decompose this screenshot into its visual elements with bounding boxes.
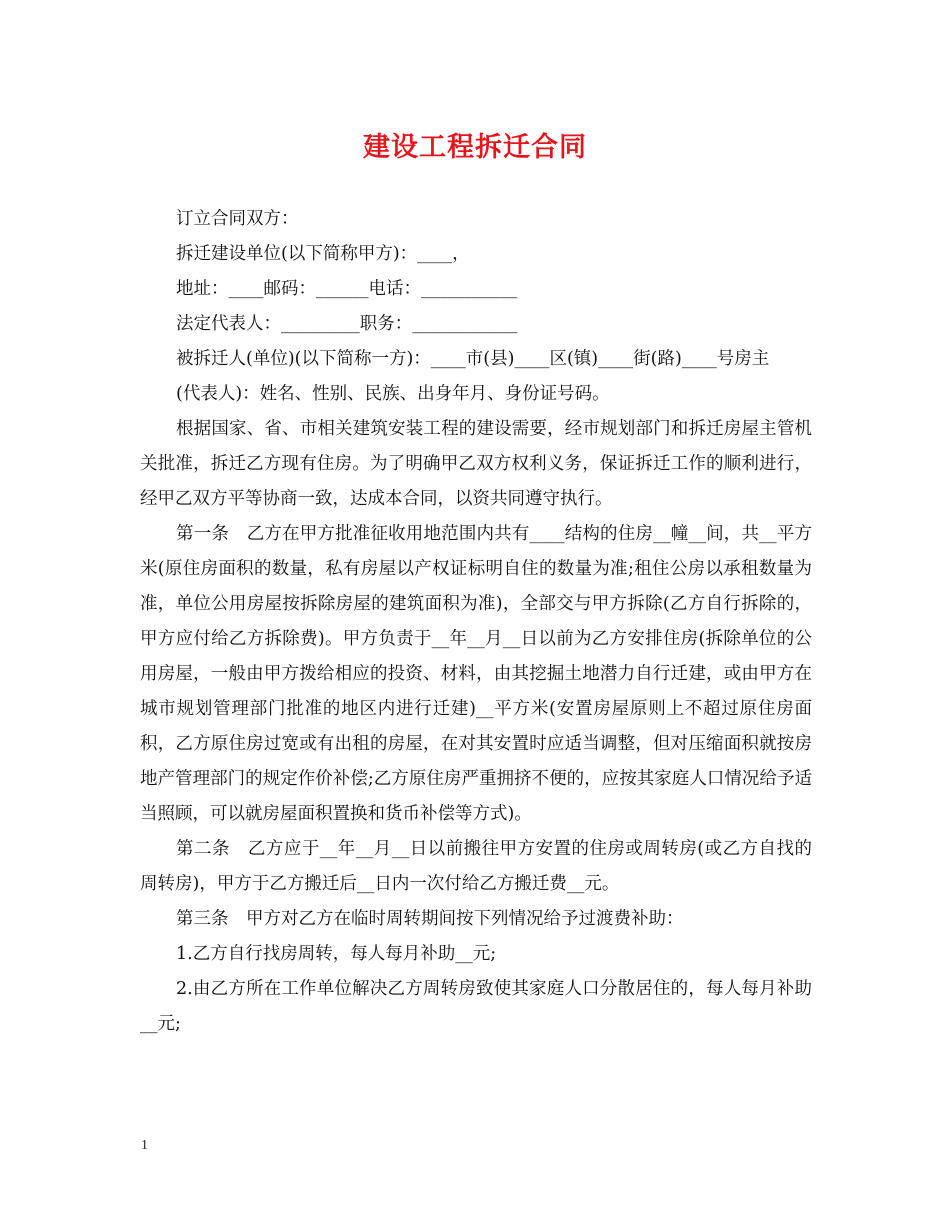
paragraph-article-3-item-1: 1.乙方自行找房周转，每人每月补助__元; [176,944,497,964]
paragraph-legal-representative: 法定代表人：_________职务：____________ [176,314,518,334]
paragraph-party-b: 被拆迁人(单位)(以下简称一方)：____市(县)____区(镇)____街(路)____号房主 [176,349,770,369]
paragraph-article-1: 第一条 乙方在甲方批准征收用地范围内共有____结构的住房__幢__间，共__平方米(原住房面积的数量，私有房屋以产权证标明自住的数量为准;租住公房以承租数量为准，单位公用房屋按拆除房屋的建筑面积为准)，全部交与甲方拆除(乙方自行拆除的，甲方应付给乙方拆除费)。甲方负责于__年__月__日以前为乙方安排住房(拆除单位的公用房屋，一般由甲方拨给相应的投资、材料，由其挖掘土地潜力自行迁建，或由甲方在城市规划管理部门批准的地区内进行迁建)__平方米(安置房屋原则上不超过原住房面积，乙方原住房过宽或有出租的房屋，在对其安置时应适当调整，但对压缩面积就按房地产管理部门的规定作价补偿;乙方原住房严重拥挤不便的，应按其家庭人口情况给予适当照顾，可以就房屋面积置换和货币补偿等方式)。 [140,524,812,824]
paragraph-article-2: 第二条 乙方应于__年__月__日以前搬往甲方安置的住房或周转房(或乙方自找的周转房)，甲方于乙方搬迁后__日内一次付给乙方搬迁费__元。 [140,839,812,894]
document-title: 建设工程拆迁合同 [363,132,587,163]
paragraph-address: 地址：____邮码：______电话：___________ [176,279,518,299]
page-number: 1 [141,1138,148,1153]
paragraph-representative-info: (代表人)：姓名、性别、民族、出身年月、身份证号码。 [176,384,610,404]
paragraph-parties: 订立合同双方： [176,209,299,229]
paragraph-party-a: 拆迁建设单位(以下简称甲方)：____， [176,244,470,264]
document-body [140,202,812,1042]
paragraph-article-3: 第三条 甲方对乙方在临时周转期间按下列情况给予过渡费补助： [176,909,684,929]
paragraph-article-3-item-2: 2.由乙方所在工作单位解决乙方周转房致使其家庭人口分散居住的，每人每月补助__元; [140,979,812,1034]
paragraph-preamble: 根据国家、省、市相关建筑安装工程的建设需要，经市规划部门和拆迁房屋主管机关批准，拆迁乙方现有住房。为了明确甲乙双方权利义务，保证拆迁工作的顺利进行，经甲乙双方平等协商一致，达成本合同，以资共同遵守执行。 [140,419,812,509]
